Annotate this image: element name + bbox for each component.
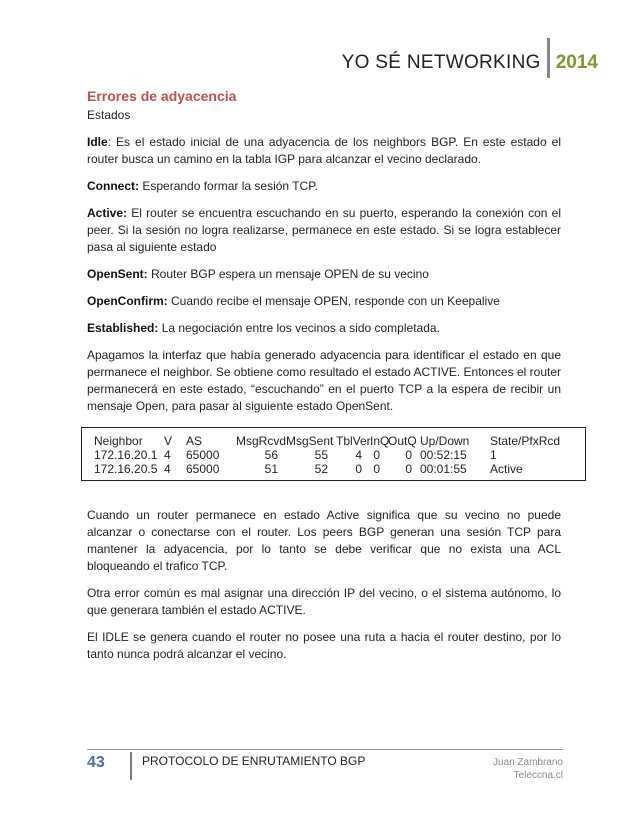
table-cell: 4 (355, 448, 362, 462)
state-description: Esperando formar la sesión TCP. (142, 179, 318, 193)
table-cell: 0 (373, 462, 380, 476)
paragraph-common-error: Otra error común es mal asignar una dirección IP del vecino, o el sistema autónomo, lo que generara también el estado ACTIVE. (87, 586, 561, 617)
table-cell: 52 (314, 462, 328, 476)
table-body (94, 448, 585, 476)
state-description: Es el estado inicial de una adyacencia de los neighbors BGP. En este estado el router busca un camino en la tabla IGP para alcanzar el vecino declarado. (87, 135, 562, 166)
table-cell: 0 (355, 462, 362, 476)
state-name: OpenSent: (87, 267, 148, 281)
table-header-row (94, 434, 585, 448)
table-cell: 51 (264, 462, 278, 476)
table-header-cell: V (164, 434, 173, 448)
paragraph-idle-cause: El IDLE se genera cuando el router no posee una ruta a hacia el router destino, por lo tanto nunca podrá alcanzar el vecino. (87, 630, 561, 661)
table-cell: 56 (264, 448, 278, 462)
state-name: Connect: (87, 179, 139, 193)
page-number: 43 (87, 754, 105, 771)
table-cell: 4 (164, 462, 171, 476)
table-header-cell: Neighbor (94, 434, 143, 448)
table-header-cell: AS (186, 434, 203, 448)
header-title: YO SÉ NETWORKING (341, 52, 541, 73)
table-header-cell: Up/Down (420, 434, 470, 448)
table-header-cell: OutQ (388, 434, 417, 448)
table-header-cell: State/PfxRcd (490, 434, 561, 448)
state-description: Cuando recibe el mensaje OPEN, responde con un Keepalive (171, 294, 500, 308)
footer-divider (130, 752, 132, 780)
table-cell: 00:52:15 (420, 448, 467, 462)
table-cell: Active (490, 462, 523, 476)
table-header-cell: MsgRcvd (236, 434, 287, 448)
table-cell: 65000 (186, 462, 220, 476)
state-name: Active: (87, 206, 128, 220)
table-header-cell: InQ (370, 434, 390, 448)
state-separator: : (107, 135, 117, 149)
state-item (87, 205, 561, 256)
footer-title: PROTOCOLO DE ENRUTAMIENTO BGP (142, 754, 366, 768)
table-cell: 172.16.20.1 (94, 448, 158, 462)
header-year: 2014 (555, 52, 598, 73)
state-name: Established: (87, 321, 159, 335)
table-header-cell: TblVer (336, 434, 371, 448)
header-divider (547, 38, 550, 78)
footer-author: Juan Zambrano (492, 757, 563, 768)
state-list (87, 134, 561, 337)
state-description: Router BGP espera un mensaje OPEN de su vecino (151, 267, 429, 281)
table-row (94, 448, 585, 462)
page-content (87, 88, 561, 673)
state-item (87, 178, 561, 195)
paragraph-active-explanation: Apagamos la interfaz que había generado adyacencia para identificar el estado en que permanece el neighbor. Se obtiene como resultado el estado ACTIVE. Entonces el router permanecerá en este estado, “escuchando” en el puerto TCP a la espera de recibir un mensaje Open, para pasar al siguiente estado OpenSent. (87, 348, 561, 413)
table-cell: 55 (314, 448, 328, 462)
state-description: La negociación entre los vecinos a sido completada. (161, 321, 440, 335)
state-name: Idle (87, 135, 108, 149)
state-description: El router se encuentra escuchando en su puerto, esperando la conexión con el peer. Si la sesión no logra realizarse, permanece en este estado. Si se logra establecer pasa al siguiente estado (87, 206, 561, 254)
footer-author-block (493, 756, 563, 782)
table-row (94, 462, 585, 476)
table-cell: 0 (373, 448, 380, 462)
table-header-cell: MsgSent (286, 434, 334, 448)
section-subtitle: Estados (87, 108, 131, 122)
state-item (87, 293, 561, 310)
table-cell: 0 (405, 462, 412, 476)
state-name: OpenConfirm: (87, 294, 168, 308)
table-cell: 4 (164, 448, 171, 462)
table-cell: 65000 (186, 448, 220, 462)
section-title: Errores de adyacencia (87, 88, 237, 104)
footer-rule (87, 749, 563, 750)
state-item (87, 266, 561, 283)
paragraph-active-meaning: Cuando un router permanece en estado Active significa que su vecino no puede alcanzar o conectarse con el router. Los peers BGP generan una sesión TCP para mantener la adyacencia, por lo tanto se debe verificar que no exista una ACL bloqueando el trafico TCP. (87, 508, 561, 573)
state-item (87, 134, 561, 168)
footer-site: Teleccna.cl (513, 770, 563, 781)
table-cell: 0 (405, 448, 412, 462)
state-item (87, 320, 561, 337)
table-cell: 1 (490, 448, 497, 462)
table-cell: 00:01:55 (420, 462, 467, 476)
bgp-summary-table (81, 427, 586, 481)
table-cell: 172.16.20.5 (94, 462, 158, 476)
page-header (342, 38, 598, 78)
